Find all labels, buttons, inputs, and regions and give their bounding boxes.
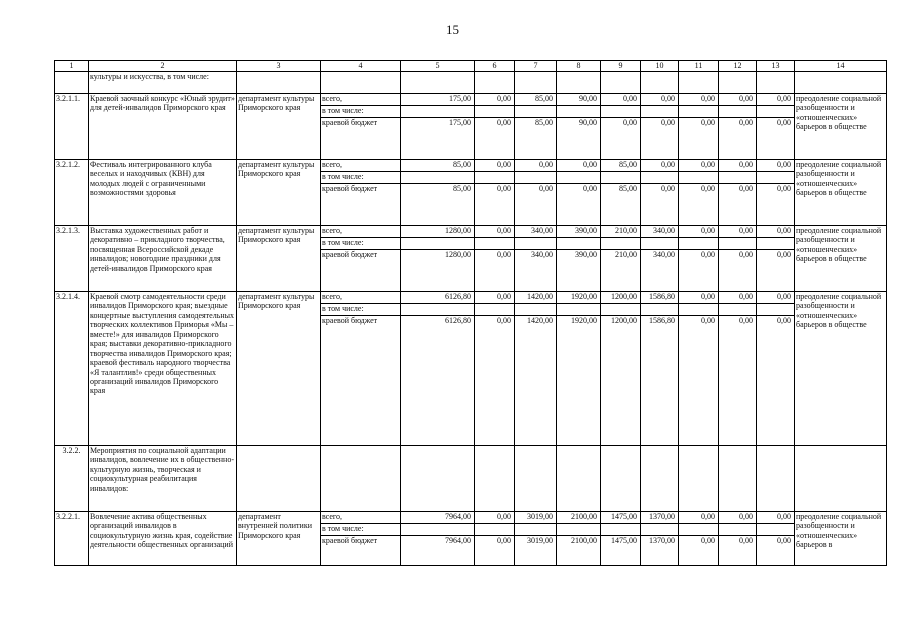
- amount-total: 0,00: [475, 160, 514, 172]
- amount-cell: [601, 292, 641, 446]
- amount-cell: [557, 160, 601, 226]
- item-code: 3.2.2.1.: [55, 512, 89, 566]
- amount-cell: [515, 226, 557, 292]
- continuation-name: культуры и искусства, в том числе:: [89, 72, 237, 94]
- column-header-10: 10: [641, 61, 679, 72]
- amount-cell: [401, 160, 475, 226]
- amount-cell: [515, 94, 557, 160]
- amount-cell: [641, 226, 679, 292]
- amount-budget: 0,00: [701, 118, 715, 127]
- amount-blank: [719, 304, 756, 316]
- amount-budget: 0,00: [661, 184, 675, 193]
- column-header-9: 9: [601, 61, 641, 72]
- amount-budget: 210,00: [615, 250, 637, 259]
- amount-cell: [557, 226, 601, 292]
- amount-total: 0,00: [757, 512, 794, 524]
- amount-budget: 3019,00: [527, 536, 553, 545]
- item-code: 3.2.1.2.: [55, 160, 89, 226]
- amount-cell: [679, 160, 719, 226]
- amount-budget: 90,00: [579, 118, 597, 127]
- amount-budget: 0,00: [777, 118, 791, 127]
- table-row: [55, 94, 887, 160]
- column-header-11: 11: [679, 61, 719, 72]
- amount-total: 0,00: [719, 226, 756, 238]
- amount-budget: 1586,80: [649, 316, 675, 325]
- section-name: Мероприятия по социальной адаптации инвалидов, вовлечение их в общественно-культурную жизнь, творческая и социокультурная реабилитация инвалидов:: [89, 446, 237, 512]
- amount-blank: [641, 106, 678, 118]
- column-header-5: 5: [401, 61, 475, 72]
- amount-budget: 0,00: [777, 184, 791, 193]
- amount-budget: 0,00: [583, 184, 597, 193]
- funding-incl-label: в том числе:: [321, 172, 400, 184]
- empty-cell: [557, 446, 601, 512]
- continuation-row: [55, 72, 887, 94]
- amount-cell: [601, 160, 641, 226]
- amount-cell: [757, 512, 795, 566]
- amount-total: 6126,80: [401, 292, 474, 304]
- funding-budget-label: краевой бюджет: [322, 536, 378, 545]
- amount-total: 0,00: [679, 160, 718, 172]
- table-row: [55, 512, 887, 566]
- amount-blank: [601, 524, 640, 536]
- amount-budget: 0,00: [497, 316, 511, 325]
- amount-cell: [757, 226, 795, 292]
- amount-total: 1586,80: [641, 292, 678, 304]
- empty-cell: [321, 446, 401, 512]
- amount-budget: 7964,00: [445, 536, 471, 545]
- amount-budget: 85,00: [453, 184, 471, 193]
- responsible-dept: департамент внутренней политики Приморского края: [237, 512, 321, 566]
- amount-blank: [679, 524, 718, 536]
- amount-blank: [475, 524, 514, 536]
- column-header-7: 7: [515, 61, 557, 72]
- responsible-dept: департамент культуры Приморского края: [237, 292, 321, 446]
- amount-blank: [401, 304, 474, 316]
- empty-cell: [795, 446, 887, 512]
- empty-cell: [401, 446, 475, 512]
- amount-cell: [601, 94, 641, 160]
- amount-total: 175,00: [401, 94, 474, 106]
- amount-total: 2100,00: [557, 512, 600, 524]
- amount-budget: 6126,80: [445, 316, 471, 325]
- amount-blank: [557, 106, 600, 118]
- amount-total: 85,00: [601, 160, 640, 172]
- amount-budget: 85,00: [619, 184, 637, 193]
- amount-blank: [757, 106, 794, 118]
- empty-cell: [679, 446, 719, 512]
- amount-total: 0,00: [719, 160, 756, 172]
- amount-blank: [475, 172, 514, 184]
- amount-cell: [719, 292, 757, 446]
- amount-cell: [641, 94, 679, 160]
- amount-total: 0,00: [475, 512, 514, 524]
- amount-budget: 0,00: [739, 184, 753, 193]
- amount-budget: 1280,00: [445, 250, 471, 259]
- amount-budget: 0,00: [497, 184, 511, 193]
- amount-budget: 0,00: [739, 250, 753, 259]
- amount-blank: [401, 172, 474, 184]
- amount-budget: 0,00: [497, 250, 511, 259]
- item-code: 3.2.1.4.: [55, 292, 89, 446]
- amount-blank: [401, 524, 474, 536]
- amount-total: 85,00: [401, 160, 474, 172]
- amount-cell: [515, 292, 557, 446]
- amount-blank: [401, 106, 474, 118]
- funding-budget-label: краевой бюджет: [322, 250, 378, 259]
- amount-total: 0,00: [757, 94, 794, 106]
- funding-budget-label: краевой бюджет: [322, 118, 378, 127]
- amount-blank: [515, 172, 556, 184]
- amount-budget: 0,00: [701, 536, 715, 545]
- amount-cell: [757, 160, 795, 226]
- item-code: 3.2.1.3.: [55, 226, 89, 292]
- funding-total-label: всего,: [321, 512, 400, 524]
- empty-cell: [601, 446, 641, 512]
- amount-blank: [641, 524, 678, 536]
- section-code: 3.2.2.: [55, 446, 89, 512]
- amount-total: 0,00: [679, 292, 718, 304]
- amount-total: 1920,00: [557, 292, 600, 304]
- amount-cell: [601, 226, 641, 292]
- amount-total: 0,00: [679, 94, 718, 106]
- column-header-4: 4: [321, 61, 401, 72]
- funding-source: [321, 292, 401, 446]
- item-name: Краевой заочный конкурс «Юный эрудит» для детей-инвалидов Приморского края: [89, 94, 237, 160]
- amount-budget: 85,00: [535, 118, 553, 127]
- table-row: [55, 160, 887, 226]
- amount-blank: [719, 106, 756, 118]
- amount-total: 0,00: [475, 292, 514, 304]
- amount-total: 0,00: [719, 292, 756, 304]
- amount-blank: [557, 304, 600, 316]
- amount-blank: [679, 238, 718, 250]
- funding-incl-label: в том числе:: [321, 238, 400, 250]
- amount-cell: [475, 292, 515, 446]
- amount-cell: [557, 292, 601, 446]
- empty-cell: [757, 446, 795, 512]
- funding-total-label: всего,: [321, 160, 400, 172]
- amount-blank: [679, 106, 718, 118]
- amount-total: 0,00: [515, 160, 556, 172]
- funding-total-label: всего,: [321, 292, 400, 304]
- amount-budget: 1475,00: [611, 536, 637, 545]
- amount-total: 0,00: [601, 94, 640, 106]
- amount-budget: 0,00: [739, 536, 753, 545]
- column-header-8: 8: [557, 61, 601, 72]
- amount-budget: 340,00: [531, 250, 553, 259]
- responsible-dept: департамент культуры Приморского края: [237, 226, 321, 292]
- empty-cell: [475, 446, 515, 512]
- amount-total: 3019,00: [515, 512, 556, 524]
- amount-blank: [601, 238, 640, 250]
- amount-cell: [475, 160, 515, 226]
- amount-total: 0,00: [679, 226, 718, 238]
- column-header-12: 12: [719, 61, 757, 72]
- amount-blank: [475, 238, 514, 250]
- amount-total: 210,00: [601, 226, 640, 238]
- item-name: Краевой смотр самодеятельности среди инвалидов Приморского края; выездные концертные выступления самодеятельных творческих коллективов Приморья «Мы – вместе!» для инвалидов Приморского края; выставки декоративно-прикладного творчества инвалидов Приморского края; краевой фестиваль народного творчества «Я талантлив!» среди общественных организаций инвалидов Приморского края: [89, 292, 237, 446]
- amount-cell: [401, 292, 475, 446]
- amount-budget: 1920,00: [571, 316, 597, 325]
- amount-blank: [757, 524, 794, 536]
- amount-cell: [719, 94, 757, 160]
- amount-cell: [719, 160, 757, 226]
- amount-blank: [601, 106, 640, 118]
- amount-total: 90,00: [557, 94, 600, 106]
- amount-blank: [601, 304, 640, 316]
- funding-source: [321, 160, 401, 226]
- amount-cell: [679, 226, 719, 292]
- funding-budget-label: краевой бюджет: [322, 184, 378, 193]
- amount-total: 340,00: [641, 226, 678, 238]
- amount-total: 0,00: [757, 226, 794, 238]
- amount-cell: [515, 512, 557, 566]
- amount-blank: [679, 172, 718, 184]
- funding-incl-label: в том числе:: [321, 524, 400, 536]
- amount-cell: [475, 94, 515, 160]
- amount-budget: 1370,00: [649, 536, 675, 545]
- amount-cell: [601, 512, 641, 566]
- item-name: Выставка художественных работ и декоративно – прикладного творчества, посвященная Всероссийской декаде инвалидов; новогодние праздники для детей-инвалидов Приморского края: [89, 226, 237, 292]
- amount-blank: [679, 304, 718, 316]
- amount-budget: 0,00: [777, 536, 791, 545]
- amount-cell: [475, 226, 515, 292]
- amount-blank: [641, 304, 678, 316]
- amount-blank: [515, 238, 556, 250]
- amount-total: 0,00: [719, 512, 756, 524]
- amount-cell: [719, 512, 757, 566]
- page-number: 15: [446, 22, 459, 37]
- amount-budget: 175,00: [449, 118, 471, 127]
- expected-result: преодоление социальной разобщенности и «отношенческих» барьеров в обществе: [795, 160, 887, 226]
- amount-total: 0,00: [757, 292, 794, 304]
- funding-budget-label: краевой бюджет: [322, 316, 378, 325]
- amount-budget: 0,00: [701, 316, 715, 325]
- amount-budget: 1200,00: [611, 316, 637, 325]
- column-header-3: 3: [237, 61, 321, 72]
- amount-total: 0,00: [557, 160, 600, 172]
- amount-total: 7964,00: [401, 512, 474, 524]
- amount-cell: [679, 94, 719, 160]
- expected-result: преодоление социальной разобщенности и «отношенческих» барьеров в обществе: [795, 226, 887, 292]
- amount-total: 0,00: [719, 94, 756, 106]
- amount-budget: 2100,00: [571, 536, 597, 545]
- amount-total: 0,00: [641, 160, 678, 172]
- table-row: [55, 292, 887, 446]
- amount-total: 1420,00: [515, 292, 556, 304]
- amount-total: 1370,00: [641, 512, 678, 524]
- table-row: [55, 226, 887, 292]
- amount-blank: [401, 238, 474, 250]
- funding-source: [321, 512, 401, 566]
- funding-total-label: всего,: [321, 226, 400, 238]
- amount-blank: [557, 524, 600, 536]
- amount-budget: 0,00: [701, 184, 715, 193]
- expected-result: преодоление социальной разобщенности и «отношенческих» барьеров в обществе: [795, 292, 887, 446]
- amount-cell: [641, 512, 679, 566]
- amount-budget: 0,00: [623, 118, 637, 127]
- amount-blank: [757, 238, 794, 250]
- amount-budget: 0,00: [497, 536, 511, 545]
- amount-blank: [641, 238, 678, 250]
- amount-cell: [401, 94, 475, 160]
- amount-budget: 0,00: [739, 118, 753, 127]
- amount-total: 0,00: [641, 94, 678, 106]
- item-name: Фестиваль интегрированного клуба веселых и находчивых (КВН) для молодых людей с ограниченными возможностями здоровья: [89, 160, 237, 226]
- amount-blank: [515, 304, 556, 316]
- amount-total: 1475,00: [601, 512, 640, 524]
- empty-cell: [719, 446, 757, 512]
- amount-blank: [719, 238, 756, 250]
- amount-cell: [475, 512, 515, 566]
- amount-total: 1280,00: [401, 226, 474, 238]
- amount-budget: 0,00: [777, 250, 791, 259]
- amount-budget: 0,00: [539, 184, 553, 193]
- amount-blank: [557, 172, 600, 184]
- empty-cell: [641, 446, 679, 512]
- empty-cell: [237, 446, 321, 512]
- amount-blank: [515, 106, 556, 118]
- amount-budget: 1420,00: [527, 316, 553, 325]
- amount-total: 0,00: [475, 94, 514, 106]
- expected-result: преодоление социальной разобщенности и «отношенческих» барьеров в обществе: [795, 94, 887, 160]
- responsible-dept: департамент культуры Приморского края: [237, 94, 321, 160]
- funding-source: [321, 94, 401, 160]
- amount-blank: [601, 172, 640, 184]
- amount-cell: [641, 292, 679, 446]
- amount-cell: [757, 94, 795, 160]
- amount-budget: 340,00: [653, 250, 675, 259]
- program-table: [54, 60, 887, 566]
- funding-incl-label: в том числе:: [321, 106, 400, 118]
- amount-cell: [401, 226, 475, 292]
- funding-source: [321, 226, 401, 292]
- column-header-14: 14: [795, 61, 887, 72]
- funding-incl-label: в том числе:: [321, 304, 400, 316]
- section-row: [55, 446, 887, 512]
- amount-cell: [679, 292, 719, 446]
- amount-blank: [475, 304, 514, 316]
- amount-budget: 390,00: [575, 250, 597, 259]
- amount-cell: [679, 512, 719, 566]
- amount-blank: [641, 172, 678, 184]
- amount-total: 85,00: [515, 94, 556, 106]
- amount-total: 390,00: [557, 226, 600, 238]
- column-header-6: 6: [475, 61, 515, 72]
- column-header-2: 2: [89, 61, 237, 72]
- amount-blank: [475, 106, 514, 118]
- amount-cell: [757, 292, 795, 446]
- amount-total: 0,00: [679, 512, 718, 524]
- amount-total: 1200,00: [601, 292, 640, 304]
- amount-cell: [719, 226, 757, 292]
- empty-cell: [515, 446, 557, 512]
- amount-blank: [719, 524, 756, 536]
- amount-total: 340,00: [515, 226, 556, 238]
- amount-total: 0,00: [475, 226, 514, 238]
- amount-budget: 0,00: [777, 316, 791, 325]
- item-code: 3.2.1.1.: [55, 94, 89, 160]
- amount-budget: 0,00: [739, 316, 753, 325]
- amount-cell: [401, 512, 475, 566]
- amount-cell: [515, 160, 557, 226]
- amount-total: 0,00: [757, 160, 794, 172]
- amount-budget: 0,00: [661, 118, 675, 127]
- expected-result: преодоление социальной разобщенности и «отношенческих» барьеров в: [795, 512, 887, 566]
- amount-cell: [641, 160, 679, 226]
- item-name: Вовлечение актива общественных организаций инвалидов в социокультурную жизнь края, содействие деятельности общественных организаций: [89, 512, 237, 566]
- amount-blank: [719, 172, 756, 184]
- amount-blank: [515, 524, 556, 536]
- amount-blank: [557, 238, 600, 250]
- amount-budget: 0,00: [701, 250, 715, 259]
- amount-cell: [557, 512, 601, 566]
- column-header-13: 13: [757, 61, 795, 72]
- amount-budget: 0,00: [497, 118, 511, 127]
- column-number-row: [55, 61, 887, 72]
- funding-total-label: всего,: [321, 94, 400, 106]
- column-header-1: 1: [55, 61, 89, 72]
- amount-blank: [757, 304, 794, 316]
- amount-blank: [757, 172, 794, 184]
- amount-cell: [557, 94, 601, 160]
- responsible-dept: департамент культуры Приморского края: [237, 160, 321, 226]
